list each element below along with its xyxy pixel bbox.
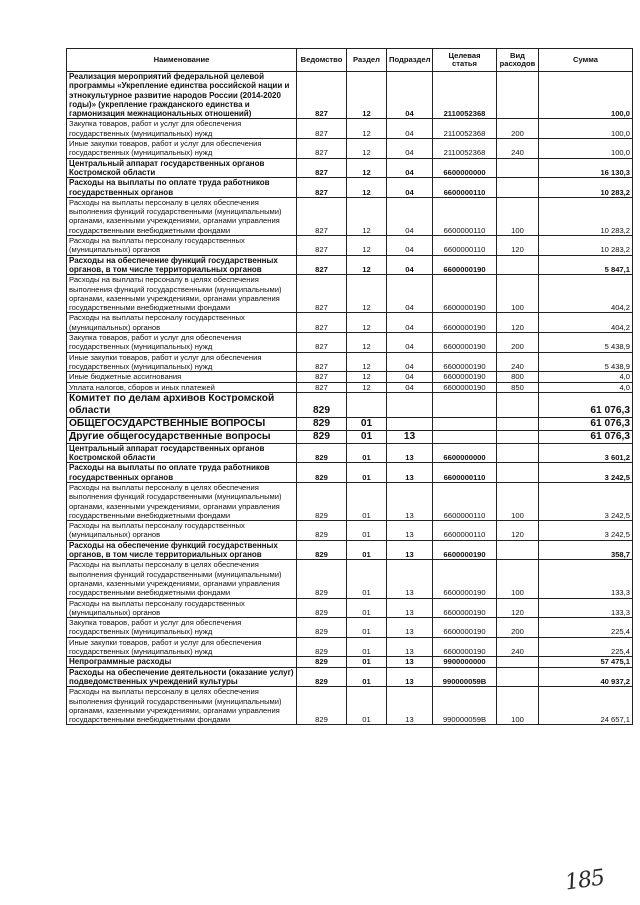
row-name: Уплата налогов, сборов и иных платежей [67, 382, 297, 392]
row-department: 827 [297, 313, 347, 333]
row-section: 01 [347, 667, 387, 687]
row-section: 12 [347, 382, 387, 392]
row-expense-type: 100 [497, 275, 539, 313]
header-department: Ведомство [297, 49, 347, 72]
row-expense-type [497, 255, 539, 275]
row-sum: 133,3 [539, 598, 633, 618]
row-sum: 16 130,3 [539, 158, 633, 178]
row-department: 827 [297, 372, 347, 382]
row-expense-type [497, 158, 539, 178]
row-expense-type: 200 [497, 333, 539, 353]
table-row [67, 275, 633, 313]
table-row [67, 637, 633, 657]
row-expense-type [497, 443, 539, 463]
row-expense-type: 100 [497, 560, 539, 598]
header-name: Наименование [67, 49, 297, 72]
row-department: 829 [297, 463, 347, 483]
row-sum: 225,4 [539, 618, 633, 638]
row-department: 829 [297, 560, 347, 598]
table-row [67, 443, 633, 463]
row-expense-type [497, 392, 539, 417]
table-row [67, 392, 633, 417]
table-row [67, 236, 633, 256]
row-department: 829 [297, 521, 347, 541]
table-row [67, 417, 633, 430]
table-row [67, 333, 633, 353]
row-target-article: 6600000110 [433, 463, 497, 483]
row-section: 01 [347, 417, 387, 430]
row-target-article: 6600000000 [433, 443, 497, 463]
table-row [67, 382, 633, 392]
row-expense-type [497, 178, 539, 198]
row-expense-type: 200 [497, 618, 539, 638]
row-sum: 133,3 [539, 560, 633, 598]
row-expense-type: 120 [497, 313, 539, 333]
header-subsection: Подраздел [387, 49, 433, 72]
table-row [67, 657, 633, 667]
row-sum: 3 242,5 [539, 463, 633, 483]
row-name: Расходы на выплаты персоналу государственных (муниципальных) органов [67, 236, 297, 256]
row-section: 12 [347, 178, 387, 198]
row-sum: 24 657,1 [539, 687, 633, 725]
row-section: 01 [347, 482, 387, 520]
row-expense-type: 240 [497, 637, 539, 657]
table-row [67, 687, 633, 725]
header-row [67, 49, 633, 72]
row-name: Иные бюджетные ассигнования [67, 372, 297, 382]
row-section: 12 [347, 275, 387, 313]
table-row [67, 540, 633, 560]
row-name: Центральный аппарат государственных органов Костромской области [67, 443, 297, 463]
row-sum: 61 076,3 [539, 430, 633, 443]
row-sum: 4,0 [539, 372, 633, 382]
row-name: Расходы на выплаты персоналу в целях обеспечения выполнения функций государственными (муниципальными) органами, казенными учреждениями, органами управления государственными внебюджетными фондами [67, 275, 297, 313]
row-department: 829 [297, 667, 347, 687]
row-expense-type [497, 657, 539, 667]
row-expense-type: 100 [497, 197, 539, 235]
row-target-article: 6600000190 [433, 382, 497, 392]
row-target-article: 6600000110 [433, 178, 497, 198]
table-row [67, 119, 633, 139]
row-section: 01 [347, 560, 387, 598]
row-sum: 100,0 [539, 139, 633, 159]
row-expense-type: 200 [497, 119, 539, 139]
row-subsection: 13 [387, 657, 433, 667]
row-section: 12 [347, 158, 387, 178]
row-name: Непрограммные расходы [67, 657, 297, 667]
row-section: 12 [347, 352, 387, 372]
row-name: Реализация мероприятий федеральной целевой программы «Укрепление единства российской нации и этнокультурное развитие народов России (2014-2020 годы)» (укрепление гражданского единства и гармонизация межнациональных отношений) [67, 72, 297, 119]
table-row [67, 482, 633, 520]
row-name: Иные закупки товаров, работ и услуг для обеспечения государственных (муниципальных) нужд [67, 139, 297, 159]
row-expense-type [497, 540, 539, 560]
row-target-article: 6600000190 [433, 540, 497, 560]
row-target-article: 6600000190 [433, 598, 497, 618]
table-row [67, 197, 633, 235]
row-subsection: 13 [387, 443, 433, 463]
row-sum: 40 937,2 [539, 667, 633, 687]
header-section: Раздел [347, 49, 387, 72]
row-subsection: 04 [387, 313, 433, 333]
row-subsection: 04 [387, 333, 433, 353]
row-subsection: 04 [387, 236, 433, 256]
row-expense-type [497, 463, 539, 483]
row-expense-type: 120 [497, 598, 539, 618]
row-subsection: 13 [387, 463, 433, 483]
row-name: Центральный аппарат государственных органов Костромской области [67, 158, 297, 178]
table-row [67, 667, 633, 687]
table-row [67, 313, 633, 333]
row-department: 827 [297, 139, 347, 159]
header-expense-type: Вид расходов [497, 49, 539, 72]
row-subsection [387, 392, 433, 417]
row-target-article: 6600000110 [433, 521, 497, 541]
table-row [67, 463, 633, 483]
row-sum: 4,0 [539, 382, 633, 392]
row-subsection: 13 [387, 540, 433, 560]
page-number: 185 [563, 865, 606, 896]
row-subsection: 13 [387, 618, 433, 638]
row-sum: 5 438,9 [539, 352, 633, 372]
row-name: Расходы на обеспечение функций государственных органов, в том числе территориальных органов [67, 255, 297, 275]
table-row [67, 618, 633, 638]
row-subsection [387, 417, 433, 430]
row-section: 01 [347, 521, 387, 541]
row-expense-type [497, 667, 539, 687]
row-name: Расходы на выплаты по оплате труда работников государственных органов [67, 178, 297, 198]
row-name: Иные закупки товаров, работ и услуг для обеспечения государственных (муниципальных) нужд [67, 637, 297, 657]
row-section: 12 [347, 313, 387, 333]
row-sum: 10 283,2 [539, 236, 633, 256]
row-sum: 3 601,2 [539, 443, 633, 463]
row-name: Закупка товаров, работ и услуг для обеспечения государственных (муниципальных) нужд [67, 119, 297, 139]
row-name: Иные закупки товаров, работ и услуг для обеспечения государственных (муниципальных) нужд [67, 352, 297, 372]
row-name: Расходы на выплаты персоналу государственных (муниципальных) органов [67, 313, 297, 333]
row-section: 12 [347, 197, 387, 235]
row-sum: 358,7 [539, 540, 633, 560]
row-expense-type: 120 [497, 236, 539, 256]
row-subsection: 13 [387, 667, 433, 687]
row-section: 12 [347, 139, 387, 159]
row-department: 829 [297, 540, 347, 560]
row-section: 01 [347, 618, 387, 638]
row-target-article: 6600000190 [433, 313, 497, 333]
row-name: ОБЩЕГОСУДАРСТВЕННЫЕ ВОПРОСЫ [67, 417, 297, 430]
row-section: 01 [347, 687, 387, 725]
row-department: 827 [297, 382, 347, 392]
row-subsection: 13 [387, 430, 433, 443]
row-target-article: 6600000190 [433, 372, 497, 382]
row-target-article: 6600000190 [433, 560, 497, 598]
row-section: 01 [347, 657, 387, 667]
row-department: 827 [297, 255, 347, 275]
row-subsection: 13 [387, 482, 433, 520]
row-expense-type: 850 [497, 382, 539, 392]
row-target-article: 2110052368 [433, 72, 497, 119]
table-row [67, 352, 633, 372]
row-expense-type: 100 [497, 687, 539, 725]
header-target-article: Целевая статья [433, 49, 497, 72]
row-target-article: 6600000110 [433, 197, 497, 235]
row-sum: 61 076,3 [539, 392, 633, 417]
row-department: 827 [297, 236, 347, 256]
row-department: 829 [297, 417, 347, 430]
row-target-article: 6600000190 [433, 333, 497, 353]
table-row [67, 372, 633, 382]
row-section: 12 [347, 372, 387, 382]
row-target-article: 6600000190 [433, 618, 497, 638]
row-target-article: 6600000110 [433, 236, 497, 256]
table-row [67, 72, 633, 119]
row-subsection: 13 [387, 687, 433, 725]
row-sum: 404,2 [539, 313, 633, 333]
row-subsection: 04 [387, 255, 433, 275]
row-subsection: 13 [387, 637, 433, 657]
row-subsection: 04 [387, 197, 433, 235]
row-name: Расходы на выплаты персоналу в целях обеспечения выполнения функций государственными (муниципальными) органами, казенными учреждениями, органами управления государственными внебюджетными фондами [67, 197, 297, 235]
row-section: 01 [347, 540, 387, 560]
row-target-article: 990000059В [433, 687, 497, 725]
row-department: 827 [297, 72, 347, 119]
table-row [67, 158, 633, 178]
table-row [67, 598, 633, 618]
row-name: Комитет по делам архивов Костромской области [67, 392, 297, 417]
row-subsection: 13 [387, 598, 433, 618]
row-department: 827 [297, 158, 347, 178]
row-department: 827 [297, 119, 347, 139]
row-section: 12 [347, 236, 387, 256]
table-row [67, 521, 633, 541]
row-target-article: 9900000000 [433, 657, 497, 667]
row-name: Расходы на выплаты персоналу государственных (муниципальных) органов [67, 598, 297, 618]
row-section: 12 [347, 72, 387, 119]
row-name: Расходы на выплаты персоналу в целях обеспечения выполнения функций государственными (муниципальными) органами, казенными учреждениями, органами управления государственными внебюджетными фондами [67, 687, 297, 725]
row-sum: 57 475,1 [539, 657, 633, 667]
row-department: 829 [297, 687, 347, 725]
row-name: Другие общегосударственные вопросы [67, 430, 297, 443]
row-name: Расходы на выплаты персоналу в целях обеспечения выполнения функций государственными (муниципальными) органами, казенными учреждениями, органами управления государственными внебюджетными фондами [67, 482, 297, 520]
row-target-article: 990000059В [433, 667, 497, 687]
row-name: Расходы на выплаты персоналу государственных (муниципальных) органов [67, 521, 297, 541]
row-target-article: 2110052368 [433, 119, 497, 139]
row-subsection: 04 [387, 119, 433, 139]
row-subsection: 13 [387, 560, 433, 598]
row-target-article: 6600000190 [433, 352, 497, 372]
row-section: 12 [347, 255, 387, 275]
row-sum: 404,2 [539, 275, 633, 313]
row-expense-type [497, 417, 539, 430]
row-expense-type [497, 72, 539, 119]
row-subsection: 04 [387, 275, 433, 313]
row-name: Закупка товаров, работ и услуг для обеспечения государственных (муниципальных) нужд [67, 618, 297, 638]
budget-table [66, 48, 633, 725]
row-expense-type: 120 [497, 521, 539, 541]
row-section: 01 [347, 443, 387, 463]
row-section: 01 [347, 598, 387, 618]
row-sum: 61 076,3 [539, 417, 633, 430]
row-name: Расходы на выплаты по оплате труда работников государственных органов [67, 463, 297, 483]
row-section: 01 [347, 637, 387, 657]
row-sum: 10 283,2 [539, 178, 633, 198]
row-expense-type: 240 [497, 352, 539, 372]
table-row [67, 255, 633, 275]
row-expense-type: 800 [497, 372, 539, 382]
row-department: 827 [297, 275, 347, 313]
row-sum: 10 283,2 [539, 197, 633, 235]
row-subsection: 04 [387, 352, 433, 372]
row-department: 829 [297, 598, 347, 618]
row-section: 01 [347, 463, 387, 483]
row-target-article: 2110052368 [433, 139, 497, 159]
row-subsection: 13 [387, 521, 433, 541]
row-department: 829 [297, 430, 347, 443]
table-row [67, 139, 633, 159]
row-section [347, 392, 387, 417]
row-name: Расходы на обеспечение деятельности (оказание услуг) подведомственных учреждений культуры [67, 667, 297, 687]
row-department: 827 [297, 178, 347, 198]
row-expense-type [497, 430, 539, 443]
row-subsection: 04 [387, 382, 433, 392]
row-expense-type: 100 [497, 482, 539, 520]
row-name: Расходы на обеспечение функций государственных органов, в том числе территориальных органов [67, 540, 297, 560]
row-department: 827 [297, 333, 347, 353]
row-sum: 225,4 [539, 637, 633, 657]
row-target-article [433, 392, 497, 417]
row-department: 827 [297, 352, 347, 372]
row-department: 829 [297, 637, 347, 657]
row-sum: 100,0 [539, 72, 633, 119]
row-section: 12 [347, 119, 387, 139]
row-subsection: 04 [387, 72, 433, 119]
row-department: 829 [297, 443, 347, 463]
row-target-article: 6600000190 [433, 255, 497, 275]
row-target-article: 6600000110 [433, 482, 497, 520]
row-department: 829 [297, 392, 347, 417]
row-department: 829 [297, 482, 347, 520]
row-department: 829 [297, 657, 347, 667]
row-sum: 3 242,5 [539, 482, 633, 520]
row-subsection: 04 [387, 139, 433, 159]
row-target-article [433, 430, 497, 443]
row-name: Закупка товаров, работ и услуг для обеспечения государственных (муниципальных) нужд [67, 333, 297, 353]
row-department: 827 [297, 197, 347, 235]
row-target-article: 6600000190 [433, 275, 497, 313]
row-sum: 100,0 [539, 119, 633, 139]
row-target-article [433, 417, 497, 430]
row-target-article: 6600000000 [433, 158, 497, 178]
row-expense-type: 240 [497, 139, 539, 159]
row-name: Расходы на выплаты персоналу в целях обеспечения выполнения функций государственными (муниципальными) органами, казенными учреждениями, органами управления государственными внебюджетными фондами [67, 560, 297, 598]
row-section: 01 [347, 430, 387, 443]
table-row [67, 430, 633, 443]
row-sum: 5 438,9 [539, 333, 633, 353]
row-section: 12 [347, 333, 387, 353]
row-sum: 5 847,1 [539, 255, 633, 275]
row-subsection: 04 [387, 372, 433, 382]
row-target-article: 6600000190 [433, 637, 497, 657]
row-sum: 3 242,5 [539, 521, 633, 541]
table-row [67, 560, 633, 598]
header-sum: Сумма [539, 49, 633, 72]
row-department: 829 [297, 618, 347, 638]
row-subsection: 04 [387, 178, 433, 198]
row-subsection: 04 [387, 158, 433, 178]
table-row [67, 178, 633, 198]
